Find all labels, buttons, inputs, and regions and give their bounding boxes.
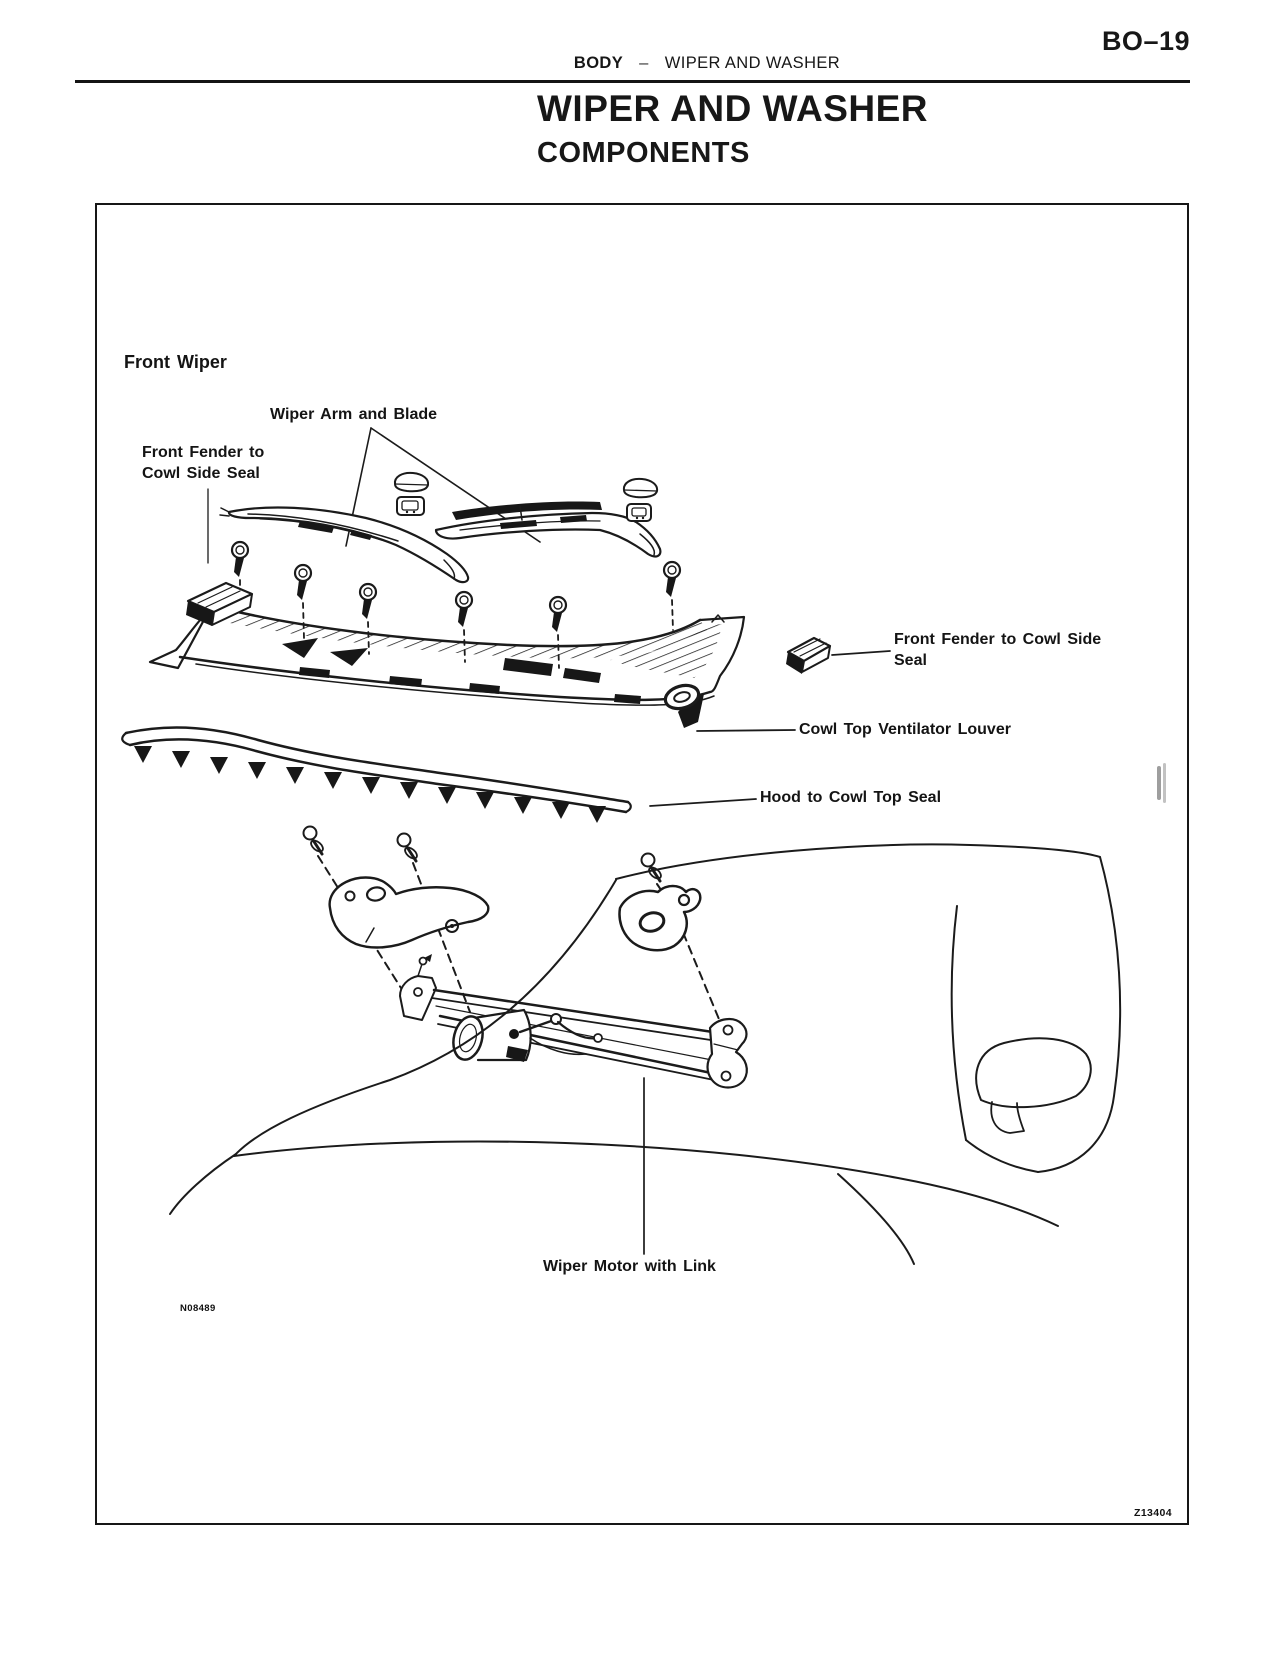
header-separator: – <box>639 54 649 72</box>
header-rule <box>75 80 1190 83</box>
header-section: BODY <box>573 54 624 72</box>
page-title: WIPER AND WASHER <box>537 88 929 129</box>
figure-code-right: Z13404 <box>1134 1507 1173 1519</box>
figure-heading: Front Wiper <box>124 352 227 372</box>
figure-frame <box>95 203 1189 1525</box>
page-number: BO–19 <box>1101 26 1190 56</box>
label-wiper-motor-with-link: Wiper Motor with Link <box>543 1258 716 1275</box>
header-topic: WIPER AND WASHER <box>664 54 841 72</box>
label-line: Front Fender to <box>142 444 265 461</box>
label-hood-to-cowl-top-seal: Hood to Cowl Top Seal <box>760 789 942 806</box>
scan-artifact <box>1163 763 1166 803</box>
running-header <box>447 54 967 73</box>
label-cowl-top-ventilator-louver: Cowl Top Ventilator Louver <box>799 721 1011 738</box>
label-wiper-arm-and-blade: Wiper Arm and Blade <box>270 406 438 423</box>
label-line: Front Fender to Cowl Side <box>894 631 1102 648</box>
figure-code-left: N08489 <box>180 1303 216 1314</box>
label-front-fender-seal-left <box>142 442 264 484</box>
page-subtitle: COMPONENTS <box>537 137 750 169</box>
label-front-fender-seal-right <box>894 629 1101 671</box>
label-line: Seal <box>894 652 927 669</box>
label-line: Cowl Side Seal <box>142 465 260 482</box>
scan-artifact <box>1157 766 1161 800</box>
